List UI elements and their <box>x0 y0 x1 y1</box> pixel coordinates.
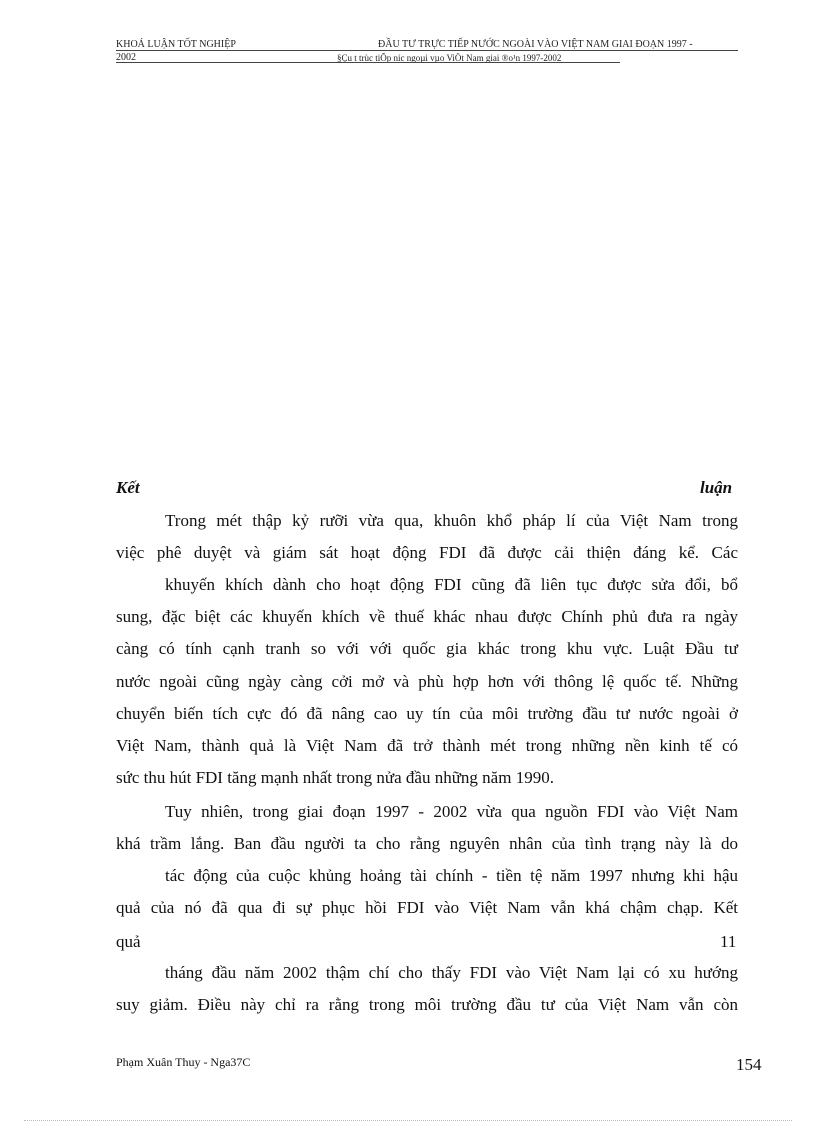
section-heading-right: luận <box>700 478 733 497</box>
body-line: quả <box>116 932 141 951</box>
body-line: khá trầm lắng. Ban đầu người ta cho rằng nguyên nhân của tình trạng này là do <box>116 834 738 853</box>
inline-number: 11 <box>720 932 737 951</box>
body-line: tác động của cuộc khủng hoảng tài chính - tiền tệ năm 1997 nhưng khi hậu <box>165 866 738 885</box>
body-line: Việt Nam, thành quả là Việt Nam đã trở thành mét trong những nền kinh tế có <box>116 736 738 755</box>
header-rule-bottom <box>116 62 620 63</box>
body-line: việc phê duyệt và giám sát hoạt động FDI đã được cải thiện đáng kể. Các <box>116 543 738 562</box>
body-line: Tuy nhiên, trong giai đoạn 1997 - 2002 vừa qua nguồn FDI vào Việt Nam <box>165 802 738 821</box>
header-rule-top <box>116 50 738 51</box>
body-line: chuyển biến tích cực đó đã nâng cao uy tín của môi trường đầu tư nước ngoài ở <box>116 704 738 723</box>
body-line: tháng đầu năm 2002 thậm chí cho thấy FDI vào Việt Nam lại có xu hướng <box>165 963 738 982</box>
body-line: suy giảm. Điều này chỉ ra rằng trong môi trường đầu tư của Việt Nam vẫn còn <box>116 995 738 1014</box>
header-subtitle: §Çu t trùc tiÕp níc ngoµi vµo ViÖt Nam giai ®o¹n 1997-2002 <box>337 53 562 63</box>
page-bottom-border <box>24 1120 792 1121</box>
body-line: quả của nó đã qua đi sự phục hồi FDI vào Việt Nam vẫn khá chậm chạp. Kết <box>116 898 738 917</box>
footer-author: Phạm Xuân Thuy - Nga37C <box>116 1055 251 1069</box>
body-line: sung, đặc biệt các khuyến khích về thuế khác nhau được Chính phủ đưa ra ngày <box>116 607 738 626</box>
body-line: càng có tính cạnh tranh so với với quốc gia khác trong khu vực. Luật Đầu tư <box>116 639 738 658</box>
header-year-end: 2002 <box>116 52 136 63</box>
section-heading-left: Kết <box>116 478 140 497</box>
footer-page-number: 154 <box>736 1055 762 1074</box>
body-line: khuyến khích dành cho hoạt động FDI cũng đã liên tục được sửa đổi, bổ <box>165 575 738 594</box>
header-left-title: KHOÁ LUẬN TỐT NGHIỆP <box>116 39 236 50</box>
body-line: sức thu hút FDI tăng mạnh nhất trong nửa đầu những năm 1990. <box>116 768 554 787</box>
body-line: nước ngoài cũng ngày càng cởi mở và phù hợp hơn với thông lệ quốc tế. Những <box>116 672 738 691</box>
header-right-title: ĐẦU TƯ TRỰC TIẾP NƯỚC NGOÀI VÀO VIỆT NAM GIAI ĐOẠN 1997 - <box>378 39 693 50</box>
body-line: Trong mét thập kỷ rưỡi vừa qua, khuôn khổ pháp lí của Việt Nam trong <box>165 511 738 530</box>
